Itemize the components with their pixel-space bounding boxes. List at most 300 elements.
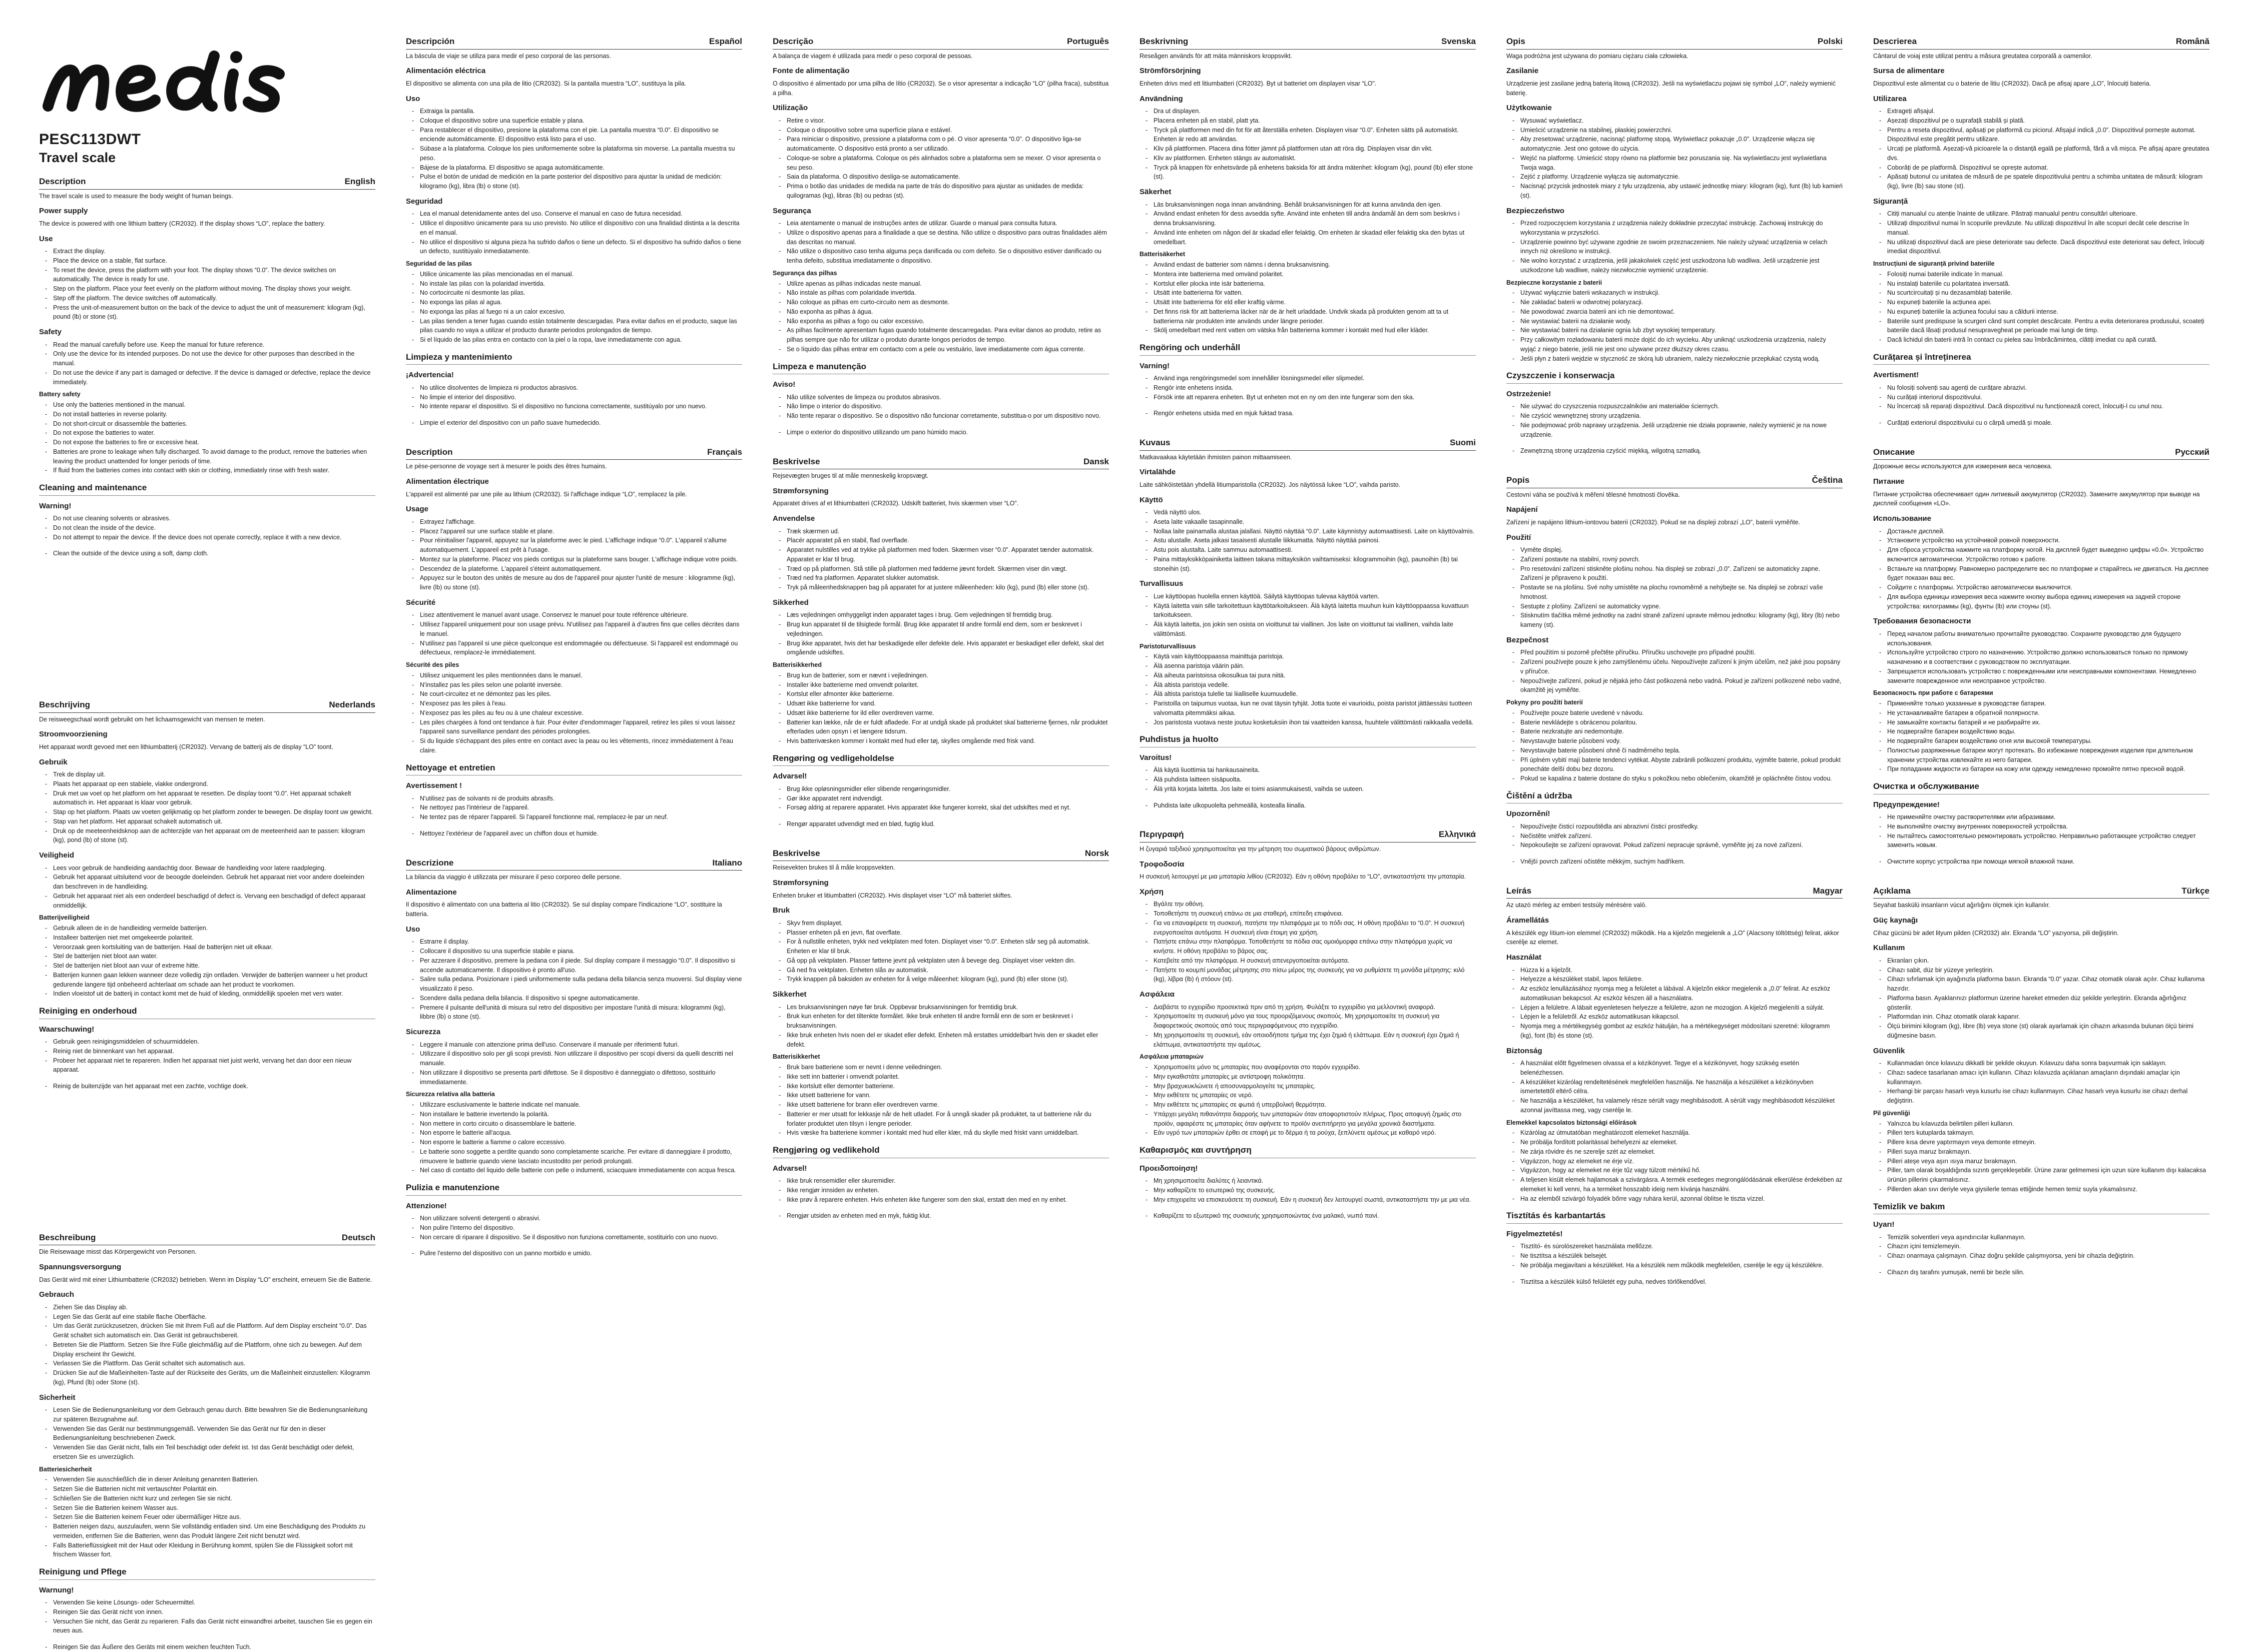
warning-list — [1506, 1242, 1843, 1270]
battery-safety-heading: Batterijveiligheid — [39, 914, 90, 922]
list-item: - Älä käytä liuottimia tai hankausaineita. — [1154, 765, 1476, 775]
supply-heading: Sursa de alimentare — [1873, 67, 1945, 76]
supply-text: Cihaz gücünü bir adet lityum pilden (CR2032) alır. Ekranda “LO” yazıyorsa, pili değiştirin. — [1873, 929, 2119, 937]
list-item: - Pro resetování zařízení stiskněte plošinu nohou. Na displeji se zobrazí „0.0”. Zařízení se automaticky zapne. Zařízení je připraveno k použití. — [1520, 564, 1843, 583]
list-item: - Extrayez l'affichage. — [420, 517, 742, 527]
list-item: - For å nullstille enheten, trykk ned vektplaten med foten. Displayet viser “0.0”. Enheten slår seg på automatisk. Enheten er klar til bruk. — [787, 937, 1109, 956]
battery-safety-list — [1140, 1063, 1476, 1138]
cleaning-heading: Nettoyage et entretien — [406, 761, 742, 776]
language-section — [39, 1231, 375, 1652]
list-item: - Step off the platform. The device switches off automatically. — [53, 294, 375, 303]
battery-safety-list — [1140, 260, 1476, 335]
warning-heading: Avertissement ! — [406, 781, 462, 790]
cleaning-note — [1873, 418, 2209, 428]
intro-text: A balança de viagem é utilizada para medir o peso corporal de pessoas. — [773, 52, 973, 60]
list-item: - Μην βραχυκυκλώνετε ή αποσυναρμολογείτε τις μπαταρίες. — [1154, 1082, 1476, 1091]
list-item: - Si el líquido de las pilas entra en contacto con la piel o la ropa, lave inmediatamente con agua. — [420, 335, 742, 345]
list-item: - Placera enheten på en stabil, platt yta. — [1154, 116, 1476, 126]
list-item: - Nečistěte vnitřek zařízení. — [1520, 832, 1843, 841]
battery-safety-list — [773, 1063, 1109, 1138]
use-heading: Utilizarea — [1873, 94, 1907, 103]
safety-heading: Veiligheid — [39, 851, 75, 860]
use-list — [773, 527, 1109, 592]
list-item: - To reset the device, press the platform with your foot. The display shows “0.0”. The device switches on automatically. The device is ready for use. — [53, 266, 375, 285]
use-heading: Use — [39, 234, 53, 243]
use-heading: Kullanım — [1873, 944, 1905, 953]
list-item: - Lisez attentivement le manuel avant usage. Conservez le manuel pour toute référence ultérieure. — [420, 610, 742, 620]
list-item: - Não utilize o dispositivo caso tenha alguma peça danificada ou com defeito. Se o dispositivo estiver danificado ou tenha defeito, substitua imediatamente o dispositivo. — [787, 247, 1109, 266]
warning-list — [773, 393, 1109, 421]
use-heading: Käyttö — [1140, 495, 1163, 504]
list-item: - Skyv frem displayet. — [787, 919, 1109, 928]
list-item: - Cihazın dış tarafını yumuşak, nemli bir bezle silin. — [1887, 1268, 2209, 1277]
list-item: - Les bruksanvisningen nøye før bruk. Oppbevar bruksanvisningen for fremtidig bruk. — [787, 1003, 1109, 1012]
warning-heading: Advarsel! — [773, 772, 807, 781]
list-item: - Urcați pe platformă. Așezați-vă picioarele la o distanță egală pe platformă, fără a vă mișca. Pe afișaj apare greutatea dvs. — [1887, 144, 2209, 163]
list-item: - No intente reparar el dispositivo. Si el dispositivo no funciona correctamente, sustitúyalo por uno nuevo. — [420, 402, 742, 411]
list-item: - Nu folosiți solvenți sau agenți de curățare abrazivi. — [1887, 383, 2209, 393]
list-item: - Gebruik alleen de in de handleiding vermelde batterijen. — [53, 924, 375, 933]
list-item: - Gebruik geen reinigingsmiddelen of schuurmiddelen. — [53, 1037, 375, 1047]
list-item: - Använd inga rengöringsmedel som innehåller lösningsmedel eller slipmedel. — [1154, 374, 1476, 383]
list-item: - Dacă lichidul din baterii intră în contact cu pielea sau îmbrăcămintea, clătiți imediat cu apă curată. — [1887, 335, 2209, 345]
list-item: - Μην εκθέτετε τις μπαταρίες σε φωτιά ή υπερβολική θερμότητα. — [1154, 1100, 1476, 1110]
intro-text: De reisweegschaal wordt gebruikt om het lichaamsgewicht van mensen te meten. — [39, 715, 265, 723]
supply-heading: Zasilanie — [1506, 67, 1539, 76]
safety-heading: Sikkerhed — [773, 598, 809, 607]
list-item: - Rengjør utsiden av enheten med en myk, fuktig klut. — [787, 1211, 1109, 1221]
warning-heading: Avertisment! — [1873, 371, 1919, 380]
list-item: - Πατήστε επάνω στην πλατφόρμα. Τοποθετήστε τα πόδια σας ομοιόμορφα επάνω στην πλατφόρμα χωρίς να κινήστε. Η οθόνη προβάλει το βάρος σας. — [1154, 937, 1476, 956]
list-item: - Leia atentamente o manual de instruções antes de utilizar. Guarde o manual para consulta futura. — [787, 219, 1109, 228]
list-item: - Les piles chargées à fond ont tendance à fuir. Pour éviter d'endommager l'appareil, retirez les piles si vous laissez l'appareil sans surveillance pendant des périodes prolongées. — [420, 718, 742, 737]
intro-text: Le pèse-personne de voyage sert à mesurer le poids des êtres humains. — [406, 463, 607, 470]
list-item: - Setzen Sie die Batterien keinem Feuer oder übermäßiger Hitze aus. — [53, 1512, 375, 1522]
list-item: - Puhdista laite ulkopuolelta pehmeällä, kostealla liinalla. — [1154, 801, 1476, 810]
use-list — [406, 517, 742, 592]
section-header — [406, 446, 742, 460]
section-title: Kuvaus — [1140, 438, 1171, 447]
warning-list — [1140, 374, 1476, 402]
warning-heading: ¡Advertencia! — [406, 371, 454, 380]
list-item: - Älä altista paristoja tulelle tai liialliselle kuumuudelle. — [1154, 689, 1476, 699]
list-item: - Træd ned fra platformen. Apparatet slukker automatisk. — [787, 573, 1109, 583]
supply-text: Apparatet drives af et lithiumbatteri (CR2032). Udskift batteriet, hvis skærmen viser “LO”. — [773, 500, 1019, 507]
list-item: - Pour réinitialiser l'appareil, appuyez sur la plateforme avec le pied. L'affichage indique “0.0”. L'appareil s'allume automatiquement. L'appareil est prêt à l'usage. — [420, 536, 742, 555]
list-item: - Verwenden Sie keine Lösungs- oder Scheuermittel. — [53, 1598, 375, 1607]
list-item: - Ne nettoyez pas l'intérieur de l'appareil. — [420, 803, 742, 812]
use-list — [1140, 900, 1476, 984]
list-item: - A használat előtt figyelmesen olvassa el a kézikönyvet. Tegye el a kézikönyvet, hogy szükség esetén belenézhessen. — [1520, 1059, 1843, 1078]
list-item: - Τοποθετήστε τη συσκευή επάνω σε μια σταθερή, επίπεδη επιφάνεια. — [1154, 909, 1476, 919]
battery-safety-list — [406, 270, 742, 345]
list-item: - Bruk kun enheten for det tiltenkte formålet. Ikke bruk enheten til andre formål enn de som er beskrevet i bruksanvisningen. — [787, 1012, 1109, 1031]
list-item: - Nie wolno korzystać z urządzenia, jeśli jakakolwiek część jest uszkodzona lub wadliwa. Jeśli urządzenie jest uszkodzone lub wadliwe, należy niezwłocznie wymienić urządzenie. — [1520, 256, 1843, 275]
list-item: - Se o líquido das pilhas entrar em contacto com a pele ou vestuário, lave imediatamente com água corrente. — [787, 345, 1109, 354]
list-item: - Ikke utsett batteriene for brann eller overdreven varme. — [787, 1100, 1109, 1110]
list-item: - Tisztító- és súrolószereket használata mellőzze. — [1520, 1242, 1843, 1251]
warning-heading: Предупреждение! — [1873, 800, 1940, 809]
safety-list — [39, 1405, 375, 1462]
cleaning-heading: Limpieza y mantenimiento — [406, 351, 742, 365]
cleaning-note — [1506, 1277, 1843, 1287]
list-item: - Rengør apparatet udvendigt med en blød, fugtig klud. — [787, 819, 1109, 829]
intro-text: Дорожные весы используются для измерения веса человека. — [1873, 463, 2052, 470]
list-item: - Astu pois alustalta. Laite sammuu automaattisesti. — [1154, 545, 1476, 555]
list-item: - Bruk bare batteriene som er nevnt i denne veiledningen. — [787, 1063, 1109, 1072]
use-list — [39, 770, 375, 845]
use-heading: Bruk — [773, 906, 790, 915]
battery-safety-heading: Segurança das pilhas — [773, 269, 837, 277]
list-item: - Ne használja a készüléket, ha valamely része sérült vagy meghibásodott. A sérült vagy meghibásodott készüléket azonnal javíttassa meg, vagy cserélje le. — [1520, 1096, 1843, 1115]
section-header — [1873, 35, 2209, 50]
cleaning-heading: Rengöring och underhåll — [1140, 341, 1476, 356]
safety-heading: Turvallisuus — [1140, 579, 1184, 588]
list-item: - Запрещается использовать устройство с поврежденными или неисправными компонентами. Немедленно замените поврежденное или неисправное устройство. — [1887, 667, 2209, 686]
cleaning-note — [1140, 801, 1476, 810]
list-item: - Κατεβείτε από την πλατφόρμα. Η συσκευή απενεργοποιείται αυτόματα. — [1154, 956, 1476, 966]
cleaning-heading: Curățarea și întreținerea — [1873, 351, 2209, 365]
list-item: - No instale las pilas con la polaridad invertida. — [420, 279, 742, 289]
cleaning-heading: Puhdistus ja huolto — [1140, 733, 1476, 747]
list-item: - Wysuwać wyświetlacz. — [1520, 116, 1843, 126]
list-item: - Používejte pouze baterie uvedené v návodu. — [1520, 708, 1843, 718]
warning-list — [406, 1214, 742, 1242]
list-item: - Batterijen kunnen gaan lekken wanneer deze volledig zijn ontladen. Verwijder de batterijen wanneer u het product gedurende langere tijd onbeheerd achterlaat om schade aan het product te voorkomen. — [53, 971, 375, 990]
list-item: - Lees voor gebruik de handleiding aandachtig door. Bewaar de handleiding voor latere raadpleging. — [53, 864, 375, 873]
safety-heading: Sikkerhet — [773, 990, 807, 999]
list-item: - Paristoilla on taipumus vuotaa, kun ne ovat täysin tyhjät. Jotta tuote ei vaurioidu, poista paristot jättäessäsi tuotteen valvomatta pitemmäksi aikaa. — [1154, 699, 1476, 718]
list-item: - Βγάλτε την οθόνη. — [1154, 900, 1476, 909]
safety-list — [1506, 219, 1843, 275]
section-title: Descrierea — [1873, 37, 1917, 46]
safety-list — [1873, 209, 2209, 256]
list-item: - Do not expose the batteries to water. — [53, 428, 375, 438]
battery-safety-list — [1506, 1128, 1843, 1203]
list-item: - Não exponha as pilhas à água. — [787, 307, 1109, 317]
warning-heading: Waarschuwing! — [39, 1025, 95, 1034]
language-section — [1873, 35, 2209, 428]
language-section — [773, 455, 1109, 829]
list-item: - Baterie nezkratujte ani nedemontujte. — [1520, 727, 1843, 736]
list-item: - Do not use cleaning solvents or abrasives. — [53, 514, 375, 523]
cleaning-heading: Cleaning and maintenance — [39, 481, 375, 496]
list-item: - Не выполняйте очистку внутренних поверхностей устройства. — [1887, 822, 2209, 832]
list-item: - Полностью разряженные батареи могут протекать. Во избежание повреждения изделия при длительном хранении устройства извлекайте из него батареи. — [1887, 746, 2209, 765]
list-item: - Μη χρησιμοποιείτε τη συσκευή, εάν οποιοδήποτε τμήμα της έχει ζημιά ή ελάττωμα. Εάν η συσκευή έχει ζημιά ή ελάττωμα, αντικαταστήστε την αμέσως. — [1154, 1031, 1476, 1050]
list-item: - Nu încercați să reparați dispozitivul. Dacă dispozitivul nu funcționează corect, înlocuiți-l cu unul nou. — [1887, 402, 2209, 411]
list-item: - Не замыкайте контакты батарей и не разбирайте их. — [1887, 718, 2209, 727]
list-item: - Zejść z platformy. Urządzenie wyłącza się automatycznie. — [1520, 172, 1843, 182]
cleaning-note — [1873, 857, 2209, 867]
intro-text: Cântarul de voiaj este utilizat pentru a măsura greutatea corporală a oamenilor. — [1873, 52, 2092, 60]
supply-text: Zařízení je napájeno lithium-iontovou baterií (CR2032). Pokud se na displeji zobrazí „LO”, baterii vyměňte. — [1506, 518, 1801, 526]
list-item: - Apparatet nulstilles ved at trykke på platformen med foden. Skærmen viser “0.0”. Apparatet tænder automatisk. Apparatet er klar til brug. — [787, 545, 1109, 564]
list-item: - No utilice disolventes de limpieza ni productos abrasivos. — [420, 383, 742, 393]
language-section — [773, 847, 1109, 1221]
cleaning-note — [406, 418, 742, 428]
list-item: - Veroorzaak geen kortsluiting van de batterijen. Haal de batterijen niet uit elkaar. — [53, 943, 375, 952]
list-item: - Zařízení používejte pouze k jeho zamýšlenému účelu. Nepoužívejte zařízení k jiným účelům, než jaké jsou popsány v příručce. — [1520, 657, 1843, 676]
battery-safety-list — [39, 1475, 375, 1559]
list-item: - Nie wystawiać baterii na działanie ognia lub zbyt wysokiej temperatury. — [1520, 326, 1843, 335]
list-item: - Ne zárja rövidre és ne szerelje szét az elemeket. — [1520, 1147, 1843, 1157]
list-item: - Setzen Sie die Batterien nicht mit vertauschter Polarität ein. — [53, 1484, 375, 1494]
list-item: - Για να επαναφέρετε τη συσκευή, πατήστε την πλατφόρμα με το πόδι σας. Η οθόνη προβάλει το “0.0”. Η συσκευή ενεργοποιείται αυτόματα. Η συσκευή είναι έτοιμη για χρήση. — [1154, 919, 1476, 938]
column-2 — [406, 35, 742, 1576]
use-heading: Användning — [1140, 94, 1183, 103]
list-item: - Nel caso di contatto del liquido delle batterie con pelle o indumenti, sciacquare immediatamente con acqua fresca. — [420, 1166, 742, 1175]
language-label: Română — [2175, 37, 2209, 46]
list-item: - No exponga las pilas al agua. — [420, 298, 742, 307]
intro-text: Η ζυγαριά ταξιδιού χρησιμοποιείται για την μέτρηση του σωματικού βάρους ανθρώπων. — [1140, 845, 1381, 853]
battery-safety-list — [1506, 288, 1843, 363]
cleaning-note — [39, 1082, 375, 1091]
list-item: - Używać wyłącznie baterii wskazanych w instrukcji. — [1520, 288, 1843, 298]
list-item: - Cihazın içini temizlemeyin. — [1887, 1242, 2209, 1251]
list-item: - Placér apparatet på en stabil, flad overflade. — [787, 536, 1109, 545]
warning-list — [1873, 1233, 2209, 1261]
list-item: - Nie podejmować prób naprawy urządzenia. Jeśli urządzenie nie działa poprawnie, należy wymienić je na nowe urządzenie. — [1520, 421, 1843, 440]
list-item: - Non mettere in corto circuito o disassemblare le batterie. — [420, 1119, 742, 1129]
battery-safety-list — [39, 924, 375, 999]
cleaning-heading: Reiniging en onderhoud — [39, 1005, 375, 1019]
safety-list — [406, 209, 742, 256]
warning-list — [1140, 1176, 1476, 1204]
list-item: - Установите устройство на устойчивой ровной поверхности. — [1887, 536, 2209, 545]
list-item: - Utilice únicamente las pilas mencionadas en el manual. — [420, 270, 742, 279]
list-item: - Hvis batterivæsken kommer i kontakt med hud eller tøj, skylles omgående med frisk vand. — [787, 736, 1109, 746]
safety-heading: Ασφάλεια — [1140, 990, 1175, 999]
section-title: Opis — [1506, 37, 1525, 46]
list-item: - Gebruik het apparaat uitsluitend voor de beoogde doeleinden. Gebruik het apparaat niet voor andere doeleinden dan beschreven in de handleiding. — [53, 873, 375, 892]
supply-heading: Fonte de alimentação — [773, 67, 850, 76]
list-item: - Υπάρχει μεγάλη πιθανότητα διαρροής των μπαταριών όταν αποφορτιστούν πλήρως. Προς αποφυγή ζημιάς στο προϊόν, αφαιρέστε τις μπαταρίες όταν αφήνετε το προϊόν ανεπιτήρητο για μεγάλα χρονικά διαστήματα. — [1154, 1110, 1476, 1129]
section-title: Beskrivning — [1140, 37, 1189, 46]
cleaning-heading: Tisztítás és karbantartás — [1506, 1209, 1843, 1224]
use-list — [1873, 527, 2209, 611]
battery-safety-heading: Ασφάλεια μπαταριών — [1140, 1053, 1204, 1061]
cleaning-note — [1873, 1268, 2209, 1277]
list-item: - Plasser enheten på en jevn, flat overflate. — [787, 928, 1109, 938]
safety-heading: Safety — [39, 328, 62, 336]
list-item: - Batteries are prone to leakage when fully discharged. To avoid damage to the product, remove the batteries when leaving the product unattended for longer periods of time. — [53, 447, 375, 466]
list-item: - Utilice el dispositivo únicamente para su uso previsto. No utilice el dispositivo con una finalidad distinta a la descrita en el manual. — [420, 219, 742, 238]
supply-text: Питание устройства обеспечивает один литиевый аккумулятор (CR2032). Замените аккумулятор при выводе на дисплей сообщения «LO». — [1873, 490, 2200, 507]
list-item: - Ikke kortslutt eller demonter batteriene. — [787, 1082, 1109, 1091]
use-heading: Anvendelse — [773, 514, 815, 523]
use-heading: Usage — [406, 505, 429, 514]
list-item: - Druk met uw voet op het platform om het apparaat te resetten. De display toont “0.0”. Het apparaat schakelt automatisch in. Het apparaat is klaar voor gebruik. — [53, 789, 375, 808]
safety-heading: Segurança — [773, 206, 811, 215]
language-label: Nederlands — [329, 700, 375, 709]
supply-text: Enheten bruker et litiumbatteri (CR2032). Hvis displayet viser “LO” må batteriet skiftes. — [773, 892, 1012, 899]
safety-list — [773, 1003, 1109, 1050]
list-item: - Ne próbálja megjavítani a készüléket. Ha a készülék nem működik megfelelően, cserélje le egy új készülékre. — [1520, 1261, 1843, 1270]
section-header — [1506, 885, 1843, 899]
list-item: - Utilisez l'appareil uniquement pour son usage prévu. N'utilisez pas l'appareil à d'autres fins que celles décrites dans le manuel. — [420, 620, 742, 639]
use-heading: Использование — [1873, 514, 1931, 523]
product-code: PESC113DWT — [39, 131, 141, 148]
list-item: - Kullanmadan önce kılavuzu dikkatli bir şekilde okuyun. Kılavuzu daha sonra başvurmak için saklayın. — [1887, 1059, 2209, 1068]
list-item: - Coloque-se sobre a plataforma. Coloque os pés alinhados sobre a plataforma sem se mexer. O visor apresenta o seu peso. — [787, 154, 1109, 173]
list-item: - Älä yritä korjata laitetta. Jos laite ei toimi asianmukaisesti, vaihda se uuteen. — [1154, 784, 1476, 794]
language-section — [773, 35, 1109, 437]
language-label: Svenska — [1441, 37, 1476, 46]
list-item: - Read the manual carefully before use. Keep the manual for future reference. — [53, 340, 375, 350]
list-item: - Kizárólag az útmutatóban meghatározott elemeket használja. — [1520, 1128, 1843, 1138]
list-item: - Træk skærmen ud. — [787, 527, 1109, 536]
supply-heading: Napájení — [1506, 505, 1538, 514]
list-item: - Reinig de buitenzijde van het apparaat met een zachte, vochtige doek. — [53, 1082, 375, 1091]
safety-list — [773, 219, 1109, 266]
list-item: - Nu utilizați dispozitivul dacă are piese deteriorate sau defecte. Dacă dispozitivul este deteriorat sau defect, înlocuiți imediat dispozitivul. — [1887, 238, 2209, 257]
column-5 — [1506, 35, 1843, 1576]
supply-heading: Virtalähde — [1140, 468, 1176, 477]
battery-safety-list — [1873, 1119, 2209, 1194]
list-item: - Helyezze a készüléket stabil, lapos felületre. — [1520, 975, 1843, 984]
list-item: - Tryk på måleenhedsknappen bag på apparatet for at justere måleenheden: kilo (kg), pund (lb) eller stone (st). — [787, 583, 1109, 592]
list-item: - Skölj omedelbart med rent vatten om vätska från batterierna kommer i kontakt med hud eller kläder. — [1154, 326, 1476, 335]
list-item: - Ne próbálja fordított polaritással behelyezni az elemeket. — [1520, 1138, 1843, 1147]
list-item: - Falls Batterieflüssigkeit mit der Haut oder Kleidung in Berührung kommt, spülen Sie die Flüssigkeit sofort mit frischem Wasser fort. — [53, 1541, 375, 1560]
list-item: - Cihazı onarmaya çalışmayın. Cihaz doğru şekilde çalışmıyorsa, yeni bir cihazla değiştirin. — [1887, 1251, 2209, 1261]
language-section — [1873, 885, 2209, 1277]
battery-safety-heading: Pokyny pro použití baterií — [1506, 699, 1583, 706]
list-item: - Nettoyez l'extérieur de l'appareil avec un chiffon doux et humide. — [420, 829, 742, 839]
list-item: - Installeer batterijen niet met omgekeerde polariteit. — [53, 933, 375, 943]
section-title: Описание — [1873, 447, 1915, 457]
safety-list — [773, 610, 1109, 657]
list-item: - Batterier er mer utsatt for lekkasje når de helt utladet. For å unngå skader på produktet, ta ut batteriene når du forlater produktet uten tilsyn i lengre perioder. — [787, 1110, 1109, 1129]
list-item: - Não tente reparar o dispositivo. Se o dispositivo não funcionar corretamente, substitua-o por um dispositivo novo. — [787, 411, 1109, 421]
list-item: - Betreten Sie die Plattform. Setzen Sie Ihre Füße gleichmäßig auf die Plattform, ohne sich zu bewegen. Auf dem Display erscheint Ihr Gewicht. — [53, 1340, 375, 1359]
list-item: - A teljesen kisült elemek hajlamosak a szivárgásra. A termék esetleges megrongálódásának elkerülése érdekében az elemeket ki kell venni, ha a terméket hosszabb ideig nem kívánja használni. — [1520, 1175, 1843, 1194]
list-item: - Appuyez sur le bouton des unités de mesure au dos de l'appareil pour ajuster l'unité de mesure : kilogramme (kg), livre (lb) ou stone (st). — [420, 573, 742, 592]
list-item: - Reinigen Sie das Äußere des Geräts mit einem weichen feuchten Tuch. — [53, 1642, 375, 1652]
section-title: Descrizione — [406, 858, 454, 868]
list-item: - Le batterie sono soggette a perdite quando sono completamente scariche. Per evitare di danneggiare il prodotto, rimuovere le batterie quando viene lasciato incustodito per periodi prolungati. — [420, 1147, 742, 1166]
use-heading: Χρήση — [1140, 887, 1164, 896]
cleaning-heading: Limpeza e manutenção — [773, 360, 1109, 375]
list-item: - Probeer het apparaat niet te repareren. Indien het apparaat niet juist werkt, vervang het dan door een nieuw apparaat. — [53, 1056, 375, 1075]
battery-safety-list — [773, 279, 1109, 354]
language-label: Português — [1066, 37, 1109, 46]
list-item: - Baterie nevkládejte s obrácenou polaritou. — [1520, 718, 1843, 727]
battery-safety-list — [1873, 699, 2209, 774]
safety-heading: Sicherheit — [39, 1393, 76, 1402]
safety-list — [1873, 1059, 2209, 1106]
list-item: - Installer ikke batterierne med omvendt polaritet. — [787, 680, 1109, 690]
list-item: - Utilize apenas as pilhas indicadas neste manual. — [787, 279, 1109, 289]
list-item: - Nevystavujte baterie působení vody. — [1520, 736, 1843, 746]
list-item: - Zařízení postavte na stabilní, rovný povrch. — [1520, 555, 1843, 564]
list-item: - Nu expuneți bateriile la acțiunea focului sau a căldurii intense. — [1887, 307, 2209, 317]
list-item: - Extraiga la pantalla. — [420, 107, 742, 116]
warning-heading: Advarsel! — [773, 1164, 807, 1173]
list-item: - Urządzenie powinno być używane zgodnie ze swoim przeznaczeniem. Nie należy używać urządzenia w celach innych niż określono w instrukcji. — [1520, 238, 1843, 257]
list-item: - Reinigen Sie das Gerät nicht von innen. — [53, 1607, 375, 1617]
list-item: - Montera inte batterierna med omvänd polaritet. — [1154, 270, 1476, 279]
supply-text: The device is powered with one lithium battery (CR2032). If the display shows “LO”, replace the battery. — [39, 220, 325, 227]
list-item: - Ikke bruk enheten hvis noen del er skadet eller defekt. Enheten må erstattes umiddelbart hvis den er skadet eller defekt. — [787, 1031, 1109, 1050]
section-header — [773, 35, 1109, 50]
list-item: - Nepokoušejte se zařízení opravovat. Pokud zařízení nepracuje správně, vyměňte jej za nové zařízení. — [1520, 841, 1843, 850]
list-item: - Stap van het platform. Het apparaat schakelt automatisch uit. — [53, 817, 375, 827]
section-header — [406, 857, 742, 871]
battery-safety-list — [1873, 270, 2209, 345]
list-item: - Húzza ki a kijelzőt. — [1520, 966, 1843, 975]
section-header — [1873, 885, 2209, 899]
cleaning-heading: Czyszczenie i konserwacja — [1506, 369, 1843, 384]
list-item: - Brug ikke apparatet, hvis det har beskadigede eller defekte dele. Hvis apparatet er beskadiget eller defekt, skal det omgående udskiftes. — [787, 639, 1109, 658]
list-item: - Only use the device for its intended purposes. Do not use the device for other purposes than described in the manual. — [53, 349, 375, 368]
supply-heading: Alimentation électrique — [406, 477, 489, 486]
list-item: - Для сброса устройства нажмите на платформу ногой. На дисплей будет выведено цифры «0.0». Устройство включится автоматически. Устройство готово к работе. — [1887, 545, 2209, 564]
list-item: - Extract the display. — [53, 247, 375, 256]
safety-heading: Säkerhet — [1140, 188, 1172, 196]
list-item: - Ekranları çıkın. — [1887, 956, 2209, 966]
list-item: - Do not short-circuit or disassemble the batteries. — [53, 419, 375, 429]
list-item: - Применяйте только указанные в руководстве батареи. — [1887, 699, 2209, 708]
warning-heading: Ostrzeżenie! — [1506, 389, 1551, 398]
list-item: - Не подвергайте батареи воздействию воды. — [1887, 727, 2209, 736]
list-item: - Drücken Sie auf die Maßeinheiten-Taste auf der Rückseite des Geräts, um die Maßeinheit einzustellen: Kilogramm (kg), Pfund (lb) oder Stone (st). — [53, 1368, 375, 1387]
language-section — [1140, 828, 1476, 1221]
intro-text: The travel scale is used to measure the body weight of human beings. — [39, 192, 233, 200]
list-item: - Nie powodować zwarcia baterii ani ich nie demontować. — [1520, 307, 1843, 317]
use-list — [1506, 545, 1843, 630]
list-item: - Tryck på plattformen med din fot för att återställa enheten. Displayen visar “0.0”. Enheten sätts på automatiskt. Enheten är redo att användas. — [1154, 126, 1476, 145]
list-item: - Leggere il manuale con attenzione prima dell'uso. Conservare il manuale per riferimenti futuri. — [420, 1040, 742, 1050]
list-item: - Не пытайтесь самостоятельно ремонтировать устройство. Неправильно работающее устройство следует заменить новым. — [1887, 832, 2209, 851]
list-item: - Μην εγκαθιστάτε μπαταρίες με αντίστροφη πολικότητα. — [1154, 1072, 1476, 1082]
list-item: - Lépjen le a felületről. Az eszköz automatikusan kikapcsol. — [1520, 1012, 1843, 1022]
list-item: - Não instale as pilhas com polaridade invertida. — [787, 288, 1109, 298]
language-label: Dansk — [1083, 456, 1109, 466]
list-item: - Trykk knappen på baksiden av enheten for å velge måleenhet: kilogram (kg), pund (lb) eller stone (st). — [787, 975, 1109, 984]
cleaning-note — [1506, 446, 1843, 456]
list-item: - Brug kun de batterier, som er nævnt i vejledningen. — [787, 671, 1109, 680]
use-list — [1873, 956, 2209, 1041]
intro-text: Az utazó mérleg az emberi testsúly mérésére való. — [1506, 902, 1647, 909]
cleaning-heading: Очистка и обслуживание — [1873, 780, 2209, 794]
battery-safety-heading: Battery safety — [39, 391, 81, 398]
section-header — [773, 847, 1109, 862]
list-item: - Не устанавливайте батареи в обратной полярности. — [1887, 708, 2209, 718]
list-item: - Utilizzare il dispositivo solo per gli scopi previsti. Non utilizzare il dispositivo per scopi diversi da quelli descritti nel manuale. — [420, 1049, 742, 1068]
cleaning-note — [39, 549, 375, 558]
battery-safety-heading: Batterisikkerhed — [773, 661, 822, 668]
list-item: - Lea el manual detenidamente antes del uso. Conserve el manual en caso de futura necesidad. — [420, 209, 742, 219]
list-item: - Kliv på plattformen. Placera dina fötter jämnt på plattformen utan att röra dig. Displayen visar din vikt. — [1154, 144, 1476, 154]
safety-list — [1140, 200, 1476, 247]
list-item: - Nu expuneți bateriile la acțiunea apei. — [1887, 298, 2209, 307]
list-item: - Verwenden Sie das Gerät nicht, falls ein Teil beschädigt oder defekt ist. Ist das Gerät beschädigt oder defekt, ersetzen Sie es unverzüglich. — [53, 1443, 375, 1462]
list-item: - Nollaa laite painamalla alustaa jalallasi. Näyttö näyttää “0.0”. Laite käynnistyy automaattisesti. Laite on käyttövalmis. — [1154, 527, 1476, 536]
list-item: - Ikke sett inn batterier i omvendt polaritet. — [787, 1072, 1109, 1082]
use-heading: Uso — [406, 925, 420, 934]
cleaning-note — [406, 829, 742, 839]
list-item: - Postavte se na plošinu. Své nohy umístěte na plochu rovnoměrně a nehýbejte se. Na displeji se zobrazí vaše hmotnost. — [1520, 583, 1843, 602]
list-item: - Před použitím si pozorně přečtěte příručku. Příručku uschovejte pro případné použití. — [1520, 648, 1843, 657]
list-item: - Prima o botão das unidades de medida na parte de trás do dispositivo para ajustar as unidades de medida: quilogramas (kg), libras (lb) ou pedras (st). — [787, 182, 1109, 201]
list-item: - N'exposez pas les piles à l'eau. — [420, 699, 742, 708]
battery-safety-heading: Bezpieczne korzystanie z baterii — [1506, 279, 1602, 286]
list-item: - Limpie el exterior del dispositivo con un paño suave humedecido. — [420, 418, 742, 428]
cleaning-note — [406, 1249, 742, 1258]
list-item: - Pokud se kapalina z baterie dostane do styku s pokožkou nebo oblečením, okamžitě je opláchněte čistou vodou. — [1520, 774, 1843, 783]
